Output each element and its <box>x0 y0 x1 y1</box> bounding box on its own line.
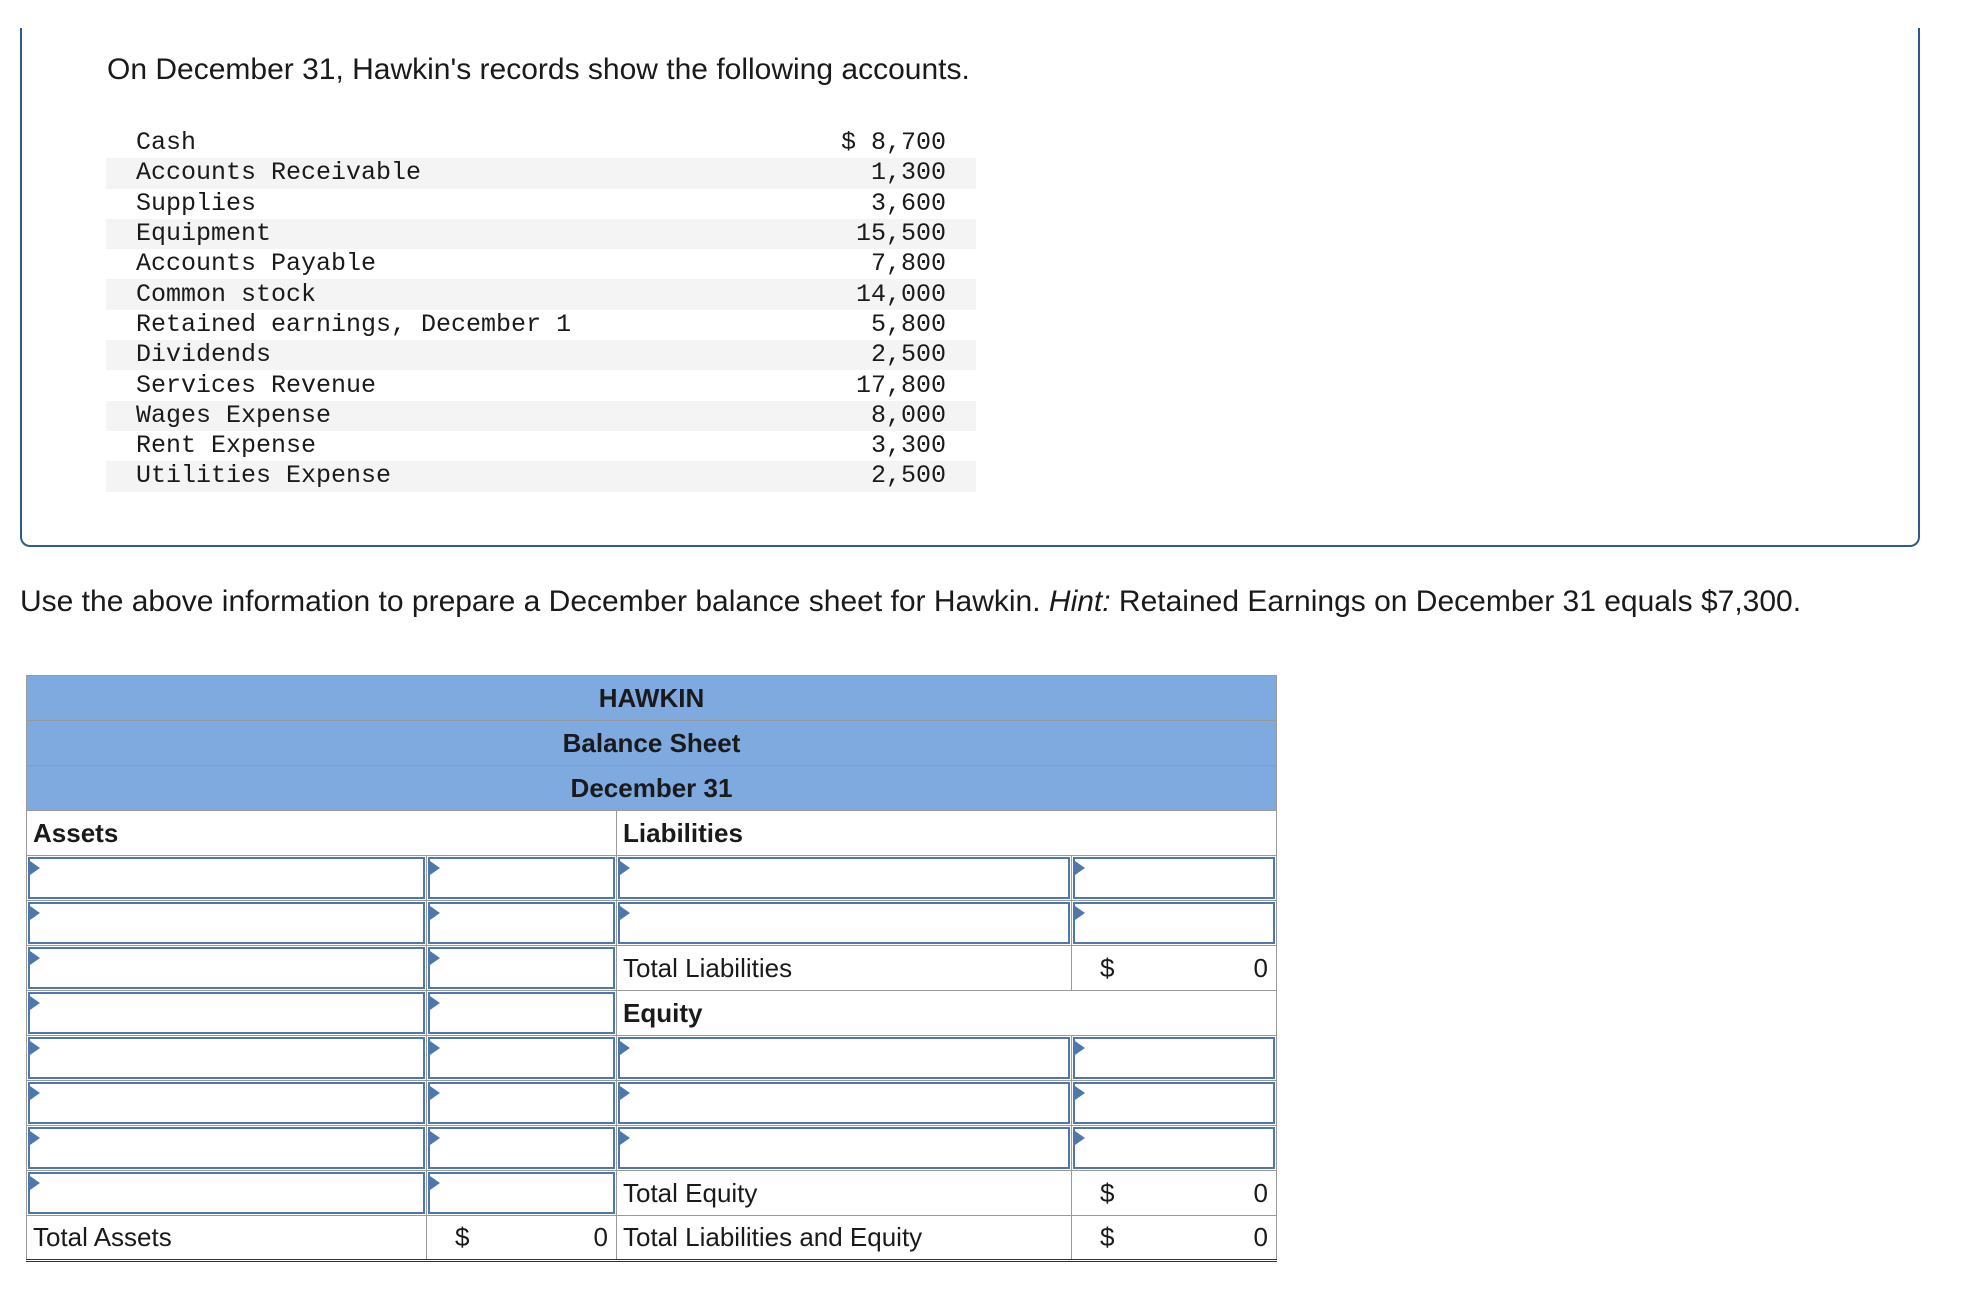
account-row <box>106 249 976 279</box>
account-row <box>106 461 976 491</box>
dropdown-field[interactable] <box>28 947 425 989</box>
account-name: Equipment <box>106 219 758 249</box>
equity-name-input[interactable] <box>617 1081 1072 1126</box>
balance-sheet <box>26 675 1277 1262</box>
company-name: HAWKIN <box>27 676 1277 721</box>
amount-field[interactable] <box>1073 902 1275 944</box>
currency-symbol: $ <box>455 1222 470 1252</box>
equity-amount-input[interactable] <box>1072 1126 1277 1171</box>
asset-name-input[interactable] <box>27 991 427 1036</box>
total-liabilities-value: 0 <box>1253 952 1268 983</box>
amount-field[interactable] <box>1073 1037 1275 1079</box>
account-amount: 5,800 <box>870 309 946 339</box>
instructions <box>20 580 1801 624</box>
account-name: Wages Expense <box>106 401 758 431</box>
total-equity-value-cell <box>1072 1171 1277 1216</box>
account-amount: 14,000 <box>758 279 976 309</box>
amount-field[interactable] <box>428 947 615 989</box>
dropdown-field[interactable] <box>28 1082 425 1124</box>
dropdown-field[interactable] <box>28 1127 425 1169</box>
account-name: Utilities Expense <box>106 461 758 491</box>
account-row <box>106 401 976 431</box>
account-name: Rent Expense <box>136 431 317 461</box>
total-liabilities-equity-label: Total Liabilities and Equity <box>617 1216 1072 1261</box>
asset-amount-input[interactable] <box>427 901 617 946</box>
accounts-table <box>106 128 976 492</box>
asset-amount-input[interactable] <box>427 946 617 991</box>
total-assets-label: Total Assets <box>27 1216 427 1261</box>
dropdown-field[interactable] <box>618 857 1070 899</box>
statement-title: Balance Sheet <box>27 721 1277 766</box>
account-amount: 15,500 <box>758 219 976 249</box>
total-assets-value-cell <box>427 1216 617 1261</box>
amount-field[interactable] <box>428 902 615 944</box>
account-amount: 17,800 <box>855 370 946 400</box>
account-row <box>106 128 976 158</box>
dropdown-field[interactable] <box>618 902 1070 944</box>
total-assets-value: 0 <box>593 1222 608 1252</box>
account-row <box>106 219 976 249</box>
account-row <box>106 340 976 370</box>
account-row <box>106 370 976 400</box>
hint-text: Retained Earnings on December 31 equals $7,300. <box>1110 585 1802 618</box>
statement-date: December 31 <box>27 766 1277 811</box>
account-amount: $ 8,700 <box>840 128 946 158</box>
currency-symbol: $ <box>1100 952 1115 983</box>
dropdown-field[interactable] <box>28 992 425 1034</box>
dropdown-field[interactable] <box>28 902 425 944</box>
asset-name-input[interactable] <box>27 946 427 991</box>
liability-name-input[interactable] <box>617 901 1072 946</box>
dropdown-field[interactable] <box>618 1037 1070 1079</box>
account-row <box>106 189 976 219</box>
asset-amount-input[interactable] <box>427 991 617 1036</box>
instructions-text: Use the above information to prepare a December balance sheet for Hawkin. <box>20 585 1049 618</box>
total-equity-label: Total Equity <box>617 1171 1072 1216</box>
account-row <box>106 158 976 188</box>
total-liabilities-label: Total Liabilities <box>617 946 1072 991</box>
currency-symbol: $ <box>1100 1177 1115 1208</box>
dropdown-field[interactable] <box>28 1172 425 1214</box>
liability-amount-input[interactable] <box>1072 856 1277 901</box>
hint-label: Hint: <box>1048 585 1111 618</box>
equity-amount-input[interactable] <box>1072 1036 1277 1081</box>
account-name: Retained earnings, December 1 <box>136 309 572 339</box>
account-amount: 3,300 <box>870 431 946 461</box>
asset-name-input[interactable] <box>27 1126 427 1171</box>
account-name: Accounts Payable <box>136 249 377 279</box>
amount-field[interactable] <box>1073 1127 1275 1169</box>
equity-name-input[interactable] <box>617 1126 1072 1171</box>
equity-amount-input[interactable] <box>1072 1081 1277 1126</box>
asset-amount-input[interactable] <box>427 1126 617 1171</box>
total-liabilities-equity-value-cell <box>1072 1216 1277 1261</box>
account-row <box>106 279 976 309</box>
amount-field[interactable] <box>428 1172 615 1214</box>
asset-name-input[interactable] <box>27 901 427 946</box>
account-name: Common stock <box>106 279 758 309</box>
account-name: Services Revenue <box>136 370 377 400</box>
amount-field[interactable] <box>428 1037 615 1079</box>
liabilities-heading: Liabilities <box>617 811 1277 856</box>
amount-field[interactable] <box>428 1082 615 1124</box>
asset-amount-input[interactable] <box>427 1081 617 1126</box>
dropdown-field[interactable] <box>28 857 425 899</box>
amount-field[interactable] <box>428 857 615 899</box>
dropdown-field[interactable] <box>618 1082 1070 1124</box>
total-liabilities-value-cell <box>1072 946 1277 991</box>
total-liabilities-equity-value: 0 <box>1253 1222 1268 1252</box>
equity-name-input[interactable] <box>617 1036 1072 1081</box>
account-name: Cash <box>136 128 197 158</box>
liability-name-input[interactable] <box>617 856 1072 901</box>
amount-field[interactable] <box>428 1127 615 1169</box>
problem-intro: On December 31, Hawkin's records show the following accounts. <box>107 53 970 86</box>
asset-name-input[interactable] <box>27 1171 427 1216</box>
dropdown-field[interactable] <box>618 1127 1070 1169</box>
account-name: Accounts Receivable <box>106 158 758 188</box>
account-name: Dividends <box>106 340 758 370</box>
currency-symbol: $ <box>1100 1222 1115 1252</box>
dropdown-field[interactable] <box>28 1037 425 1079</box>
account-amount: 8,000 <box>758 401 976 431</box>
account-row <box>106 310 976 340</box>
asset-amount-input[interactable] <box>427 1036 617 1081</box>
asset-amount-input[interactable] <box>427 856 617 901</box>
amount-field[interactable] <box>428 992 615 1034</box>
total-equity-value: 0 <box>1253 1177 1268 1208</box>
amount-field[interactable] <box>1073 1082 1275 1124</box>
assets-heading: Assets <box>27 811 617 856</box>
account-amount: 7,800 <box>870 249 946 279</box>
liability-amount-input[interactable] <box>1072 901 1277 946</box>
account-amount: 3,600 <box>870 188 946 218</box>
amount-field[interactable] <box>1073 857 1275 899</box>
asset-name-input[interactable] <box>27 1081 427 1126</box>
asset-name-input[interactable] <box>27 1036 427 1081</box>
account-amount: 2,500 <box>758 340 976 370</box>
account-row <box>106 431 976 461</box>
account-name: Supplies <box>136 188 257 218</box>
account-amount: 1,300 <box>758 158 976 188</box>
equity-heading: Equity <box>617 991 1277 1036</box>
asset-name-input[interactable] <box>27 856 427 901</box>
account-amount: 2,500 <box>758 461 976 491</box>
asset-amount-input[interactable] <box>427 1171 617 1216</box>
